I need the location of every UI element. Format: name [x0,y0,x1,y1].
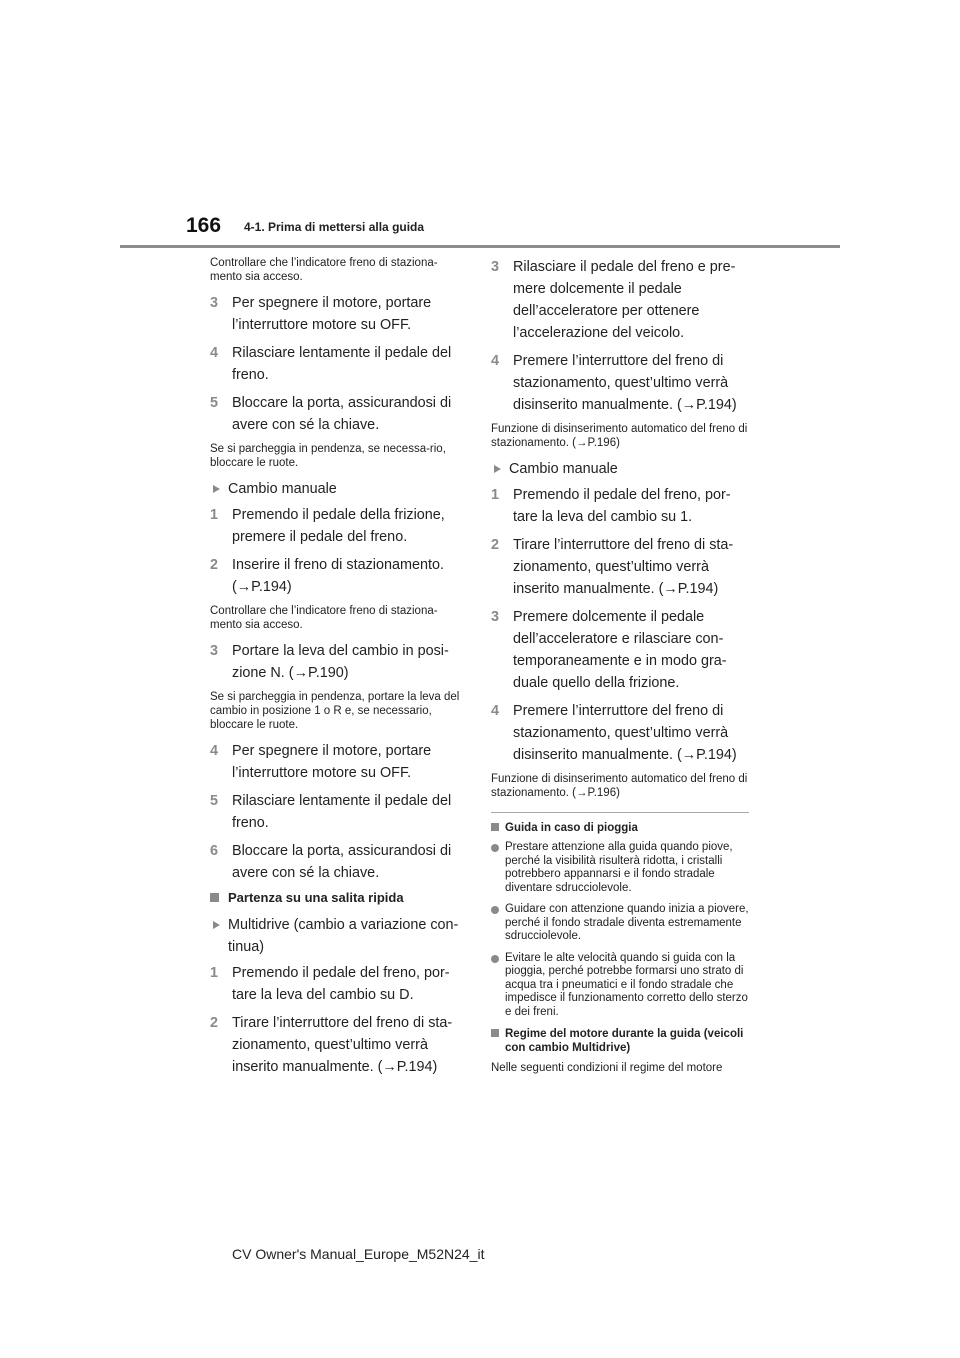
bullet-icon [491,955,499,963]
triangle-icon [213,485,220,493]
note: Funzione di disinserimento automatico del freno di stazionamento. (→P.196) [491,423,748,449]
section-title: 4-1. Prima di mettersi alla guida [244,220,425,234]
note: Se si parcheggia in pendenza, portare la leva del cambio in posizione 1 o R e, se necessario, bloccare le ruote. [210,691,460,731]
step: 4 Premere l’interruttore del freno di stazionamento, quest’ultimo verrà disinserito manualmente. (→P.194) [491,353,737,413]
section-heading-engine-speed: Regime del motore durante la guida (veicoli con cambio Multidrive) [491,1027,749,1055]
step: 5 Bloccare la porta, assicurandosi di avere con sé la chiave. [210,395,452,433]
step: 5 Rilasciare lentamente il pedale del freno. [210,793,452,831]
subheading-multidrive: Multidrive (cambio a variazione con-tinua) [210,914,468,958]
step: 3 Per spegnere il motore, portare l’interruttore motore su OFF. [210,295,432,333]
step: 4 Per spegnere il motore, portare l’interruttore motore su OFF. [210,743,432,781]
note: Funzione di disinserimento automatico del freno di stazionamento. (→P.196) [491,773,748,799]
step: 3 Rilasciare il pedale del freno e pre-mere dolcemente il pedale dell’acceleratore per ottenere l’accelerazione del veicolo. [491,259,736,341]
note: Controllare che l’indicatore freno di staziona-mento sia acceso. [210,605,438,631]
square-icon [491,1029,499,1037]
subheading-manual: Cambio manuale [210,478,468,500]
triangle-icon [213,921,220,929]
step: 3 Portare la leva del cambio in posi-zione N. (→P.190) [210,643,449,681]
bullet-item: Prestare attenzione alla guida quando piove, perché la visibilità risulterà ridotta, i cristalli potrebbero appannarsi e il fondo stradale diventare sdrucciolevole. [491,841,749,895]
step: 1 Premendo il pedale della frizione, premere il pedale del freno. [210,507,445,545]
header-divider [120,245,840,248]
bullet-icon [491,844,499,852]
page-number: 166 [186,214,222,237]
step: 2 Tirare l’interruttore del freno di sta-zionamento, quest’ultimo verrà inserito manualmente. (→P.194) [491,537,734,597]
right-column [491,256,749,1075]
body-text: Nelle seguenti condizioni il regime del motore [491,1062,723,1074]
step: 2 Inserire il freno di stazionamento. (→P.194) [210,557,444,595]
step: 1 Premendo il pedale del freno, por-tare la leva del cambio su 1. [491,487,731,525]
left-column [210,256,468,1084]
section-heading-rain: Guida in caso di pioggia [491,821,749,835]
step: 4 Rilasciare lentamente il pedale del freno. [210,345,452,383]
step: 1 Premendo il pedale del freno, por-tare la leva del cambio su D. [210,965,450,1003]
section-divider [491,812,749,813]
bullet-item: Guidare con attenzione quando inizia a piovere, perché il fondo stradale diventa estremamente sdrucciolevole. [491,903,749,944]
step: 2 Tirare l’interruttore del freno di sta-zionamento, quest’ultimo verrà inserito manualmente. (→P.194) [210,1015,453,1075]
note: Se si parcheggia in pendenza, se necessa-rio, bloccare le ruote. [210,443,446,469]
footer-text: CV Owner's Manual_Europe_M52N24_it [232,1246,485,1262]
step: 6 Bloccare la porta, assicurandosi di avere con sé la chiave. [210,843,452,881]
section-heading-hill-start: Partenza su una salita ripida [210,890,468,906]
step: 3 Premere dolcemente il pedale dell’acceleratore e rilasciare con-temporaneamente e in modo gra-duale quello della frizione. [491,609,727,691]
square-icon [210,893,219,902]
subheading-manual: Cambio manuale [491,458,749,480]
triangle-icon [494,465,501,473]
bullet-item: Evitare le alte velocità quando si guida con la pioggia, perché potrebbe formarsi uno strato di acqua tra i pneumatici e il fondo stradale che impedisce il funzionamento corretto dello sterzo e dei freni. [491,952,749,1020]
step: 4 Premere l’interruttore del freno di stazionamento, quest’ultimo verrà disinserito manualmente. (→P.194) [491,703,737,763]
square-icon [491,823,499,831]
bullet-icon [491,906,499,914]
note: Controllare che l’indicatore freno di staziona-mento sia acceso. [210,257,438,283]
